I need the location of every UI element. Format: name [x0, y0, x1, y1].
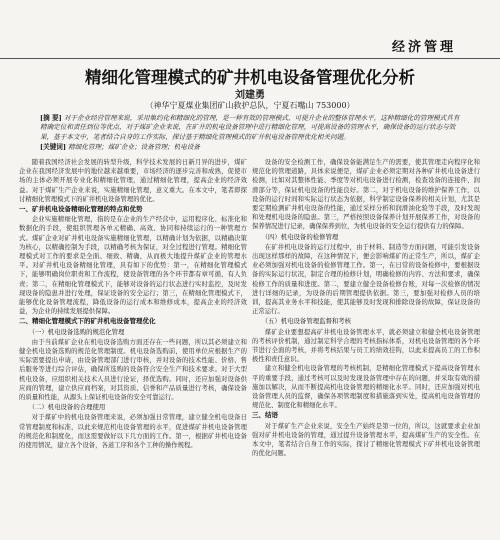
abstract-text: 对于企业经营管理来说，采用集约化和精细化的管理，是一种有效的管理模式，可提升企业的整体管理水平，这种精细化的管理模式具有精确定位和责任到位等优点，对于煤矿企业来说，在矿井的机电设备管理中进行精细化管理，可提高设备的管理水平，确保设备的运行状态与效果，基于本文中，笔者结合自身的工作实际，探讨基于精细化管理模式的矿井机电设备管理优化相关问题。	[40, 114, 460, 141]
article-affiliation: （神华宁夏煤业集团矿山救护总队，宁夏石嘴山 753000）	[145, 101, 355, 110]
body-paragraph: 煤矿企业要想提高矿井机电设备管理水平，就必须建立和健全机电设备管理的考核评价机制，通过制定科学合理的考核指标体系，对机电设备管理的各个环节进行全面的考核，并将考核结果与员工的绩效挂钩，以此来提高员工的工作积极性和责任意识。	[252, 328, 480, 364]
body-paragraph: 随着我国经济社会发展的转型升级，科学技术发展的日新月异的进步，煤矿企业在我国经济发展中的地位越来越重要，市场经济的逐步完善和成熟，促使市场的主体必须开展专业化和精细化管理，通过精细化管理，提高企业的经济效益。对于煤矿生产企业来说，实施精细化管理，意义重大。在本文中，笔者即探讨精细化管理模式下的矿井机电设备管理的优化。	[19, 159, 247, 203]
section-heading: 三、结语	[252, 411, 278, 420]
body-paragraph: 对于煤矿中的机电设备管理来说，必须加强日常管理，建立健全机电设备日常管理制度和标准，以此来规范机电设备管理的水平，促进煤矿井机电设备管理的规范化和制度化，而这需要做好以下几方面的工作。第一，根据矿井机电设备的使用情况，建立各个设备，各道工序和各个工种的操作规程。	[19, 414, 247, 450]
body-paragraph: 设备的安全检测工作，确保设备能满足生产的需要，使其管理走向程序化和规范化的管理道路，具体来说便是，煤矿企业必须定期对各种矿井机电设备进行检测，比如对其整体性能、季度等对机电设备进行检测，检查设备的连接件、润滑部分等，保证机电设备的性能良好。第二，对于机电设备的维护保养工作，以设备的运行时间和实际运行状态为依据，科学制定设备保养的相关计划，尤其是要定期检测矿井机电设备的性能，通过采样分析和润滑油化验等手段，及时发现和处理机电设备的隐患。第三，严格按照设备保养计划开展保养工作，对设备的保养情况进行记录，确保保养到位，为机电设备的安全运行提供有力的保障。	[252, 159, 480, 231]
section-heading: 二、精细化管理模式下的矿井机电设备管理优化	[19, 317, 156, 326]
header-rule	[0, 58, 500, 59]
article-title: 精细化管理模式的矿井机电设备管理优化分析	[85, 68, 415, 87]
keywords-label: [关键词]	[40, 143, 67, 152]
body-paragraph: 由于当前煤矿企业在机电设备选购方面还存在一些问题，所以其必须建立和健全机电设备选购的规范化管理制度。机电设备选购前，使用单位应根据生产的实际需要提出申请，由设备管理部门进行审核，并对设备的技术性能、价格、售后服务等进行综合评估，确保所选购的设备符合安全生产和技术要求。对于大型机电设备，应组织相关技术人员进行论证，择优选购。同时，还应加强对设备供应商的管理，建立供应商档案，对其资质、信誉和产品质量进行考核，确保设备的质量和性能，从源头上保证机电设备的安全可靠运行。	[19, 338, 247, 402]
body-paragraph: 在矿井机电设备的运行过程中，由于材料、制造等方面问题，可能引发设备出现这样那样的故障，在这种情况下，便会影响煤矿的正常生产，所以，煤矿企业必须加强对机电设备的检修管理工作。第一，在日常的设备检修中，要根据设备的实际运行状况，制定合理的检修计划，明确检修的内容、方法和要求，确保检修工作的质量和进度。第二，要建立健全设备检修台账，对每一次检修的情况进行详细的记录，为设备的后期管理提供依据。第三，要加强对检修人员的培训，提高其业务水平和技能，使其能够及时发现和排除设备的故障，保证设备的正常运行。	[252, 243, 480, 316]
abstract-label: [摘 要]	[40, 114, 62, 122]
section-header: 经济管理	[392, 40, 457, 55]
body-paragraph: 企业实施精细化管理，指的是在企业的生产经营中，运用程序化、标准化和数据化的手段，使组织管理各单元精确、高效、协同和持续运行的一种管理方式。煤矿企业对矿井机电设备实施精细化管理，以精确计划为依据，以精确决策为核心，以精确控制为手段，以精确考核为保证，对全过程进行管理。精细化管理模式对工作的要求是全面、细致、精确，从而极大地提升煤矿企业的管理水平。对矿井机电设备精细化管理，具有如下的优势：第一，在精细化管理模式下，能够明确岗位职责和工作流程，使设备管理的各个环节都有章可循，有人负责；第二，在精细化管理模式下，能够对设备的运行状态进行实时监控，及时发现设备的隐患并进行处理，保证设备的安全运行；第三，在精细化管理模式下，能够优化设备管理流程，降低设备的运行成本和维修成本，提高企业的经济效益，为企业的持续发展提供保障。	[19, 216, 247, 316]
body-paragraph: 建立和健全机电设备管理的考核机制，是精细化管理模式下提高设备管理水平的重要手段，通过考核可以及时发现设备管理中存在的问题，并采取有效的措施加以解决，从而不断提高机电设备管理的精细化水平。同时，还应加强对机电设备管理人员的监督，确保各项管理制度和措施落到实处，提高机电设备管理的规范化、制度化和精细化水平。	[252, 365, 480, 410]
section-heading: （一）机电设备选购的规范化管理	[28, 327, 125, 336]
body-column-right	[252, 158, 480, 459]
body-paragraph: 对于煤矿生产企业来说，安全生产始终是第一位的，所以，这就要求企业加强对矿井机电设备的管理，通过提升设备管理水平，提高煤矿生产的安全性。在本文中，笔者结合自身工作的实际，探讨了精细化管理模式下矿井机电设备管理的优化问题。	[252, 422, 480, 458]
section-heading: （二）机电设备的合理使用	[28, 403, 106, 412]
keywords-text: 精细化管理；煤矿企业；设备管理；机电设备	[68, 143, 201, 152]
section-heading: （四）机电设备的检修管理	[261, 232, 339, 241]
abstract-block	[40, 114, 464, 153]
section-heading: 一、矿井机电设备精细化管理的特点和优势	[19, 205, 143, 214]
body-column-left	[19, 158, 247, 450]
section-heading: （五）机电设备管理监督和考核	[261, 317, 352, 326]
article-author: 刘建勇	[235, 90, 265, 101]
